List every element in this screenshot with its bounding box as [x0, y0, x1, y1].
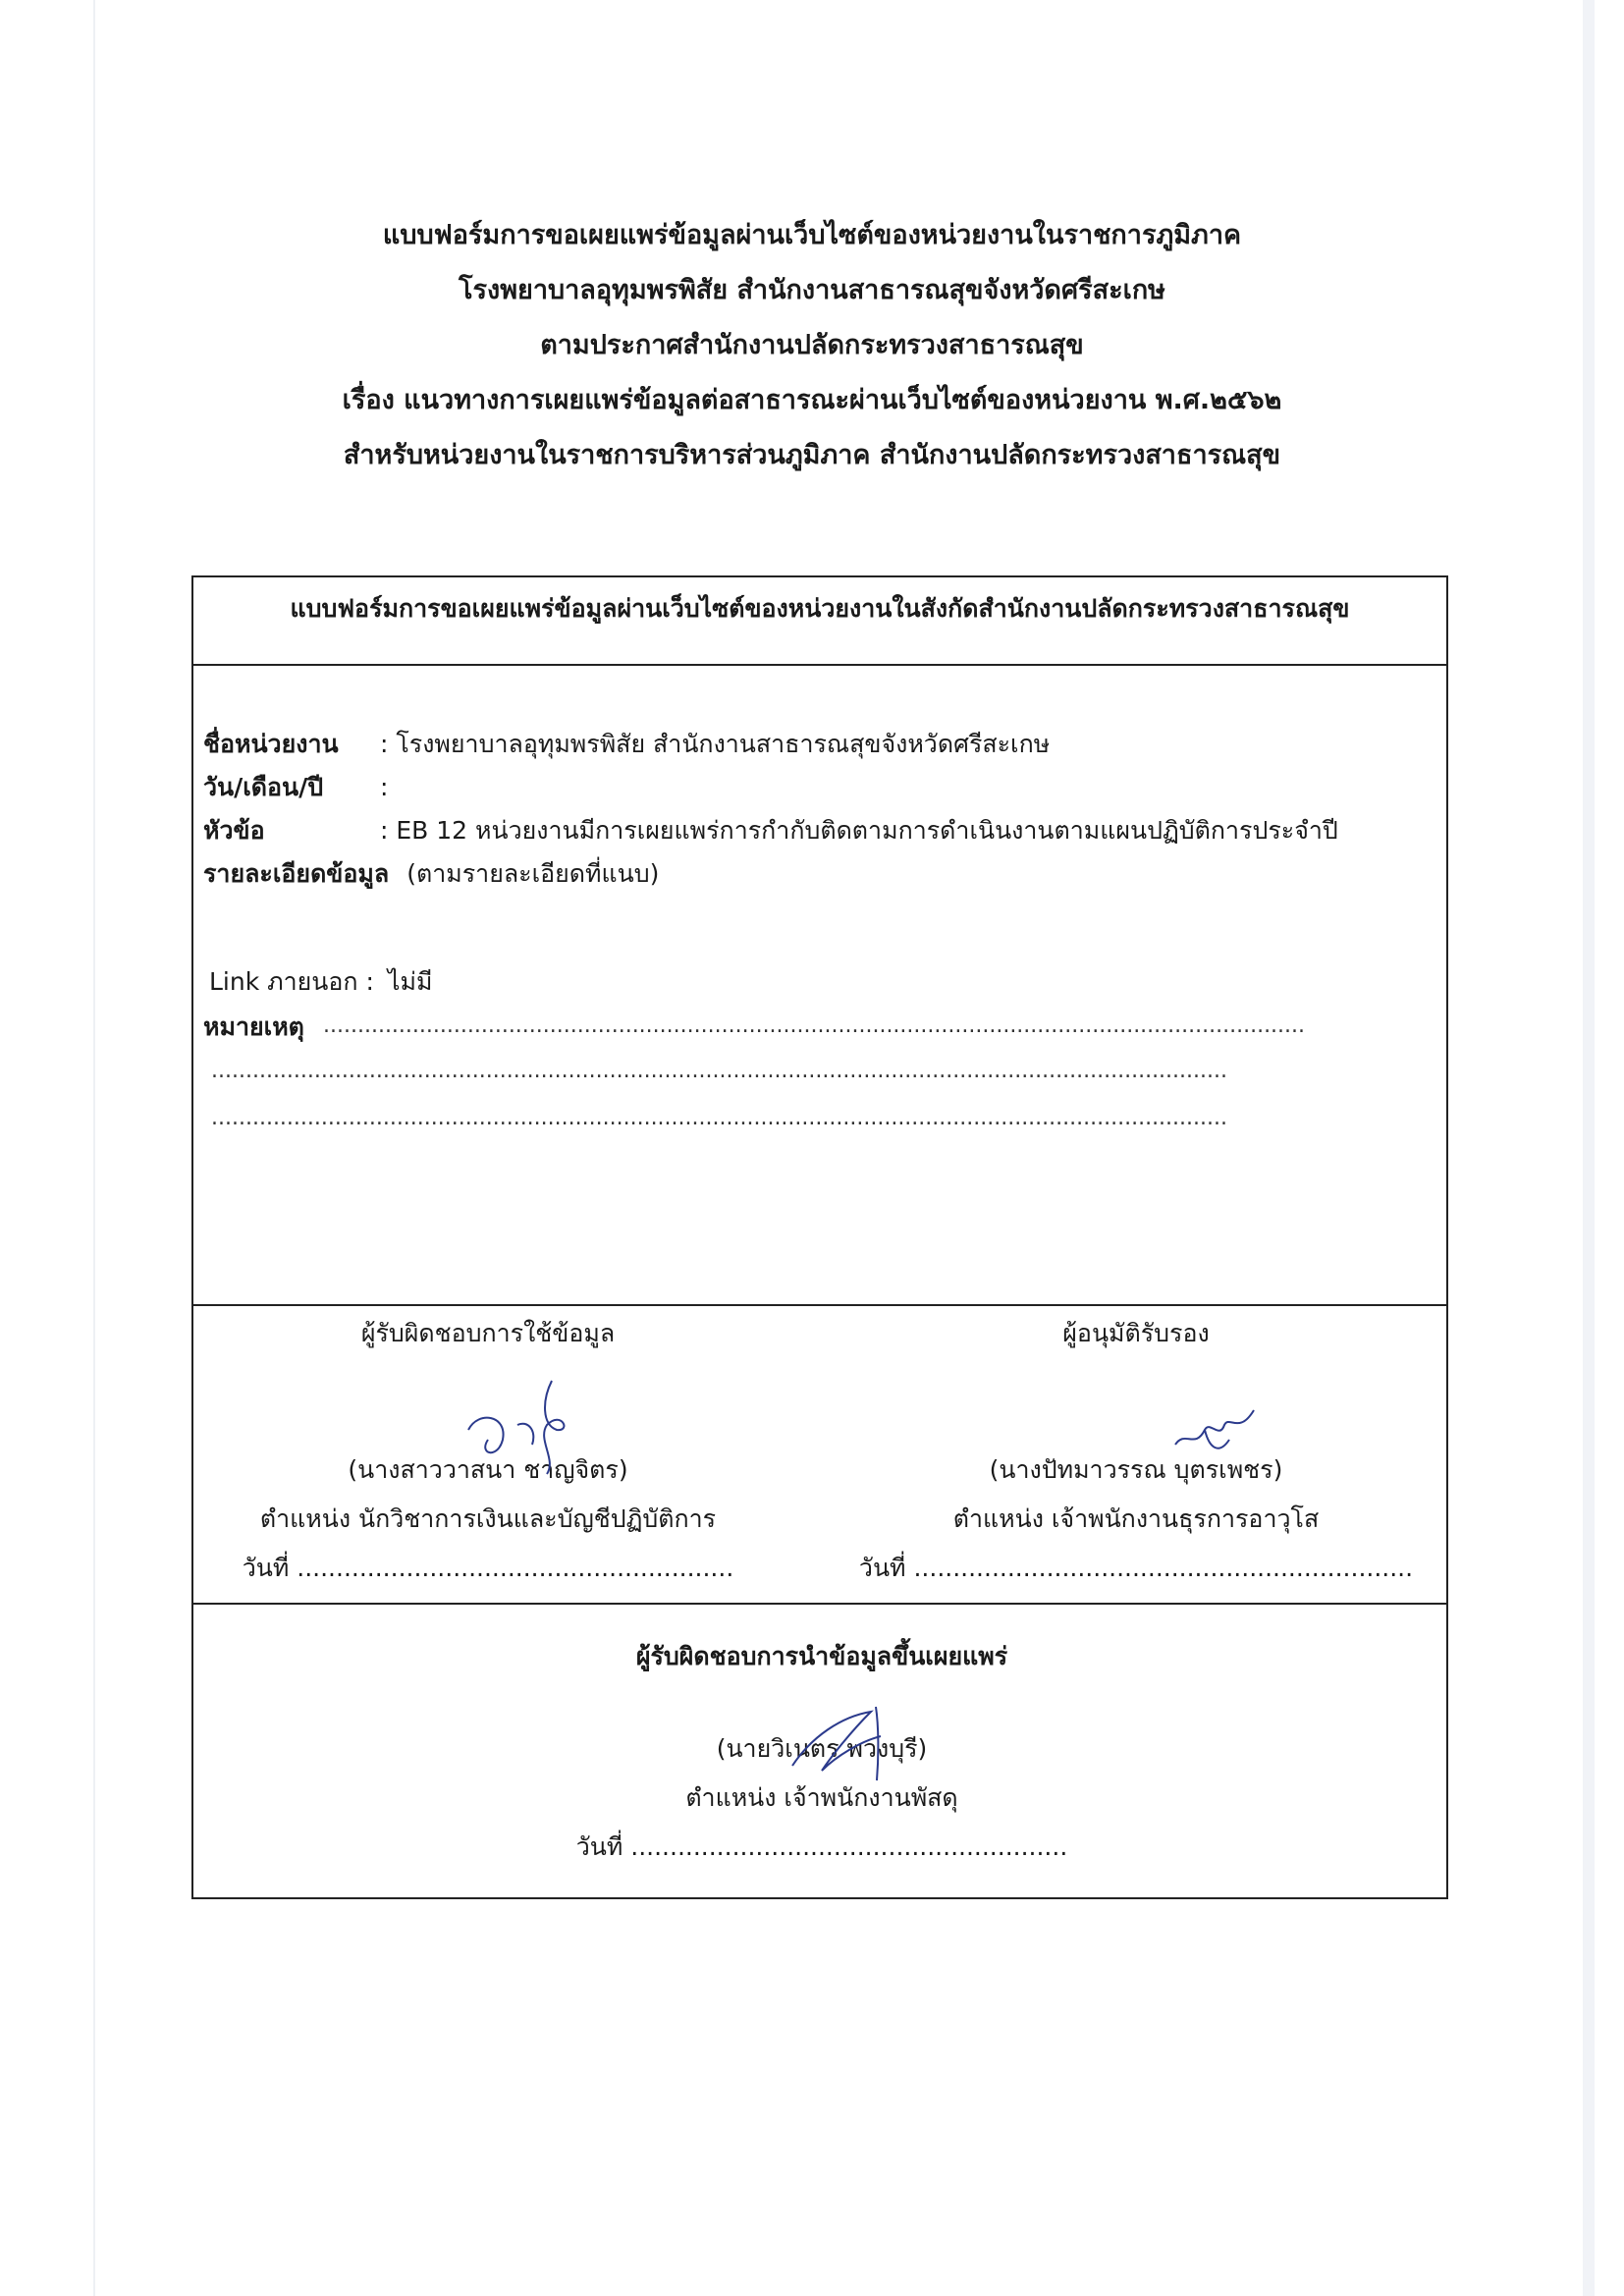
- approver-position: ตำแหน่ง เจ้าพนักงานธุรการอาวุโส: [952, 1504, 1320, 1533]
- unit-row: [203, 723, 1050, 766]
- header-line-4: เรื่อง แนวทางการเผยแพร่ข้อมูลต่อสาธารณะผ่านเว็บไซต์ของหน่วยงาน พ.ศ.๒๕๖๒: [342, 385, 1282, 415]
- approver-name: (นางปัทมาวรรณ บุตรเพชร): [989, 1455, 1283, 1484]
- detail-value: (ตามรายละเอียดที่แนบ): [406, 859, 660, 888]
- detail-label: รายละเอียดข้อมูล: [203, 859, 390, 888]
- form-divider-title: [193, 664, 1446, 666]
- responsible-user-position: ตำแหน่ง นักวิชาการเงินและบัญชีปฏิบัติการ: [259, 1504, 717, 1533]
- signature-mark-left: [449, 1371, 616, 1479]
- note-dotted-line: ...............................................................................................................................................: [323, 1013, 1306, 1038]
- link-value: ไม่มี: [387, 967, 433, 996]
- responsible-user-date: วันที่ ........................................................: [242, 1554, 734, 1582]
- form-title: แบบฟอร์มการขอเผยแพร่ข้อมูลผ่านเว็บไซต์ของหน่วยงานในสังกัดสำนักงานปลัดกระทรวงสาธารณสุข: [290, 594, 1350, 623]
- date-row: [203, 766, 388, 809]
- signature-mark-publisher: [783, 1697, 910, 1785]
- responsible-user-role: ผู้รับผิดชอบการใช้ข้อมูล: [360, 1319, 616, 1347]
- signature-mark-right: [1165, 1391, 1283, 1469]
- link-label: Link ภายนอก :: [209, 967, 374, 996]
- publisher-name: (นายวิเนตร พวงบุรี): [716, 1734, 928, 1763]
- date-value: :: [380, 773, 389, 801]
- header-line-5: สำหรับหน่วยงานในราชการบริหารส่วนภูมิภาค สำนักงานปลัดกระทรวงสาธารณสุข: [343, 440, 1281, 470]
- request-form: [191, 575, 1448, 1899]
- detail-row: [203, 852, 659, 896]
- note-dotted-line-2: ....................................................................................................................................................: [211, 1059, 1227, 1083]
- responsible-user-name: (นางสาววาสนา ชาญจิตร): [348, 1455, 628, 1484]
- document-header: [0, 208, 1624, 483]
- date-label: วัน/เดือน/ปี: [203, 773, 324, 801]
- link-row: [209, 960, 432, 1004]
- note-row: [203, 1006, 304, 1049]
- note-label: หมายเหตุ: [203, 1012, 304, 1041]
- topic-row: [203, 809, 1338, 852]
- header-line-2: โรงพยาบาลอุทุมพรพิสัย สำนักงานสาธารณสุขจังหวัดศรีสะเกษ: [459, 275, 1165, 305]
- publisher-position: ตำแหน่ง เจ้าพนักงานพัสดุ: [685, 1783, 958, 1812]
- topic-label: หัวข้อ: [203, 816, 265, 845]
- approver-role: ผู้อนุมัติรับรอง: [1062, 1319, 1210, 1347]
- unit-value: : โรงพยาบาลอุทุมพรพิสัย สำนักงานสาธารณสุขจังหวัดศรีสะเกษ: [380, 730, 1051, 758]
- approver-date: วันที่ ................................................................: [858, 1554, 1414, 1582]
- publisher-date: วันที่ ........................................................: [575, 1832, 1068, 1861]
- header-line-3: ตามประกาศสำนักงานปลัดกระทรวงสาธารณสุข: [540, 330, 1084, 360]
- note-dotted-line-3: ....................................................................................................................................................: [211, 1106, 1227, 1130]
- header-line-1: แบบฟอร์มการขอเผยแพร่ข้อมูลผ่านเว็บไซต์ของหน่วยงานในราชการภูมิภาค: [382, 220, 1242, 250]
- unit-label: ชื่อหน่วยงาน: [203, 730, 339, 758]
- topic-value: : EB 12 หน่วยงานมีการเผยแพร่การกำกับติดตามการดำเนินงานตามแผนปฏิบัติการประจำปี: [380, 816, 1338, 845]
- publisher-role: ผู้รับผิดชอบการนำข้อมูลขึ้นเผยแพร่: [635, 1642, 1008, 1670]
- signature-approver: [822, 1304, 1450, 1593]
